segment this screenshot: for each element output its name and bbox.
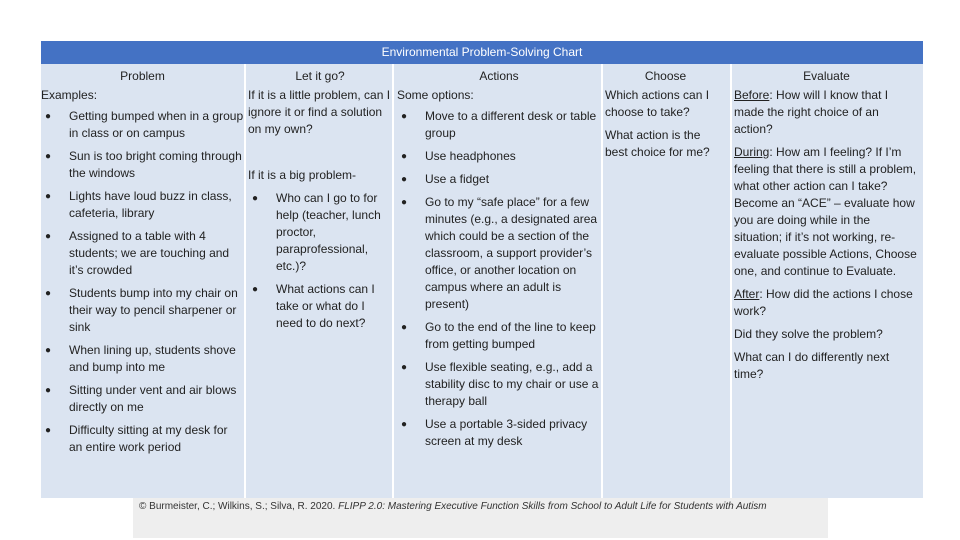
bullet-icon: ●	[45, 231, 52, 242]
actions-header: Actions	[479, 69, 519, 83]
little-problem-text: If it is a little problem, can I ignore it or find a solution on my own?	[248, 88, 391, 136]
bullet-icon: ●	[401, 111, 408, 122]
list-item: ● Sitting under vent and air blows directly on me	[45, 383, 237, 414]
list-item: ● Who can I go to for help (teacher, lunch proctor, paraprofessional, etc.)?	[252, 191, 381, 273]
list-item: ● Use flexible seating, e.g., add a stability disc to my chair or use a therapy ball	[401, 360, 599, 408]
bullet-icon: ●	[45, 345, 52, 356]
evaluate-before: Before: How will I know that I made the right choice of an action?	[734, 88, 889, 136]
bullet-icon: ●	[252, 193, 259, 204]
list-item: ● Go to the end of the line to keep from getting bumped	[401, 320, 596, 351]
evaluate-column	[732, 68, 923, 498]
let-it-go-column	[246, 68, 392, 498]
list-item: ● Use a portable 3-sided privacy screen at my desk	[401, 417, 588, 448]
list-item: ● Assigned to a table with 4 students; we are touching and it’s crowded	[45, 229, 230, 277]
big-problem-text: If it is a big problem-	[248, 168, 357, 182]
bullet-icon: ●	[401, 419, 408, 430]
citation-text: © Burmeister, C.; Wilkins, S.; Silva, R. 2020.	[139, 501, 336, 512]
choose-question-1: Which actions can I choose to take?	[605, 88, 710, 119]
evaluate-after: After: How did the actions I chose work?	[734, 287, 913, 318]
actions-intro: Some options:	[397, 88, 474, 102]
list-item: ● Lights have loud buzz in class, cafeteria, library	[45, 189, 232, 220]
choose-question-2: What action is the best choice for me?	[605, 128, 710, 159]
choose-header: Choose	[644, 69, 687, 83]
bullet-icon: ●	[401, 197, 408, 208]
bullet-icon: ●	[45, 385, 52, 396]
list-item: ● Difficulty sitting at my desk for an entire work period	[45, 423, 228, 454]
list-item: ● Use a fidget	[401, 172, 490, 186]
list-item: ● Go to my “safe place” for a few minutes (e.g., a designated area which could be a section of the classroom, a support provider’s office, or another location on campus where an adult is present)	[401, 195, 598, 311]
bullet-icon: ●	[45, 151, 52, 162]
list-item: ● Getting bumped when in a group in class or on campus	[45, 109, 244, 140]
bullet-icon: ●	[45, 288, 52, 299]
choose-column	[603, 68, 730, 498]
bullet-icon: ●	[401, 174, 408, 185]
list-item: ● Students bump into my chair on their way to pencil sharpener or sink	[45, 286, 238, 334]
actions-column	[394, 68, 601, 498]
problem-column	[41, 68, 244, 498]
list-item: ● When lining up, students shove and bump into me	[45, 343, 236, 374]
book-title: FLIPP 2.0: Mastering Executive Function Skills from School to Adult Life for Students with Autism	[338, 501, 767, 512]
chart-title: Environmental Problem-Solving Chart	[41, 41, 923, 64]
problem-header: Problem	[120, 69, 165, 83]
let-it-go-list	[248, 190, 392, 332]
list-item: ● Sun is too bright coming through the windows	[45, 149, 242, 180]
evaluate-header: Evaluate	[803, 69, 850, 83]
bullet-icon: ●	[45, 425, 52, 436]
bullet-icon: ●	[45, 111, 52, 122]
bullet-icon: ●	[45, 191, 52, 202]
bullet-icon: ●	[252, 284, 259, 295]
list-item: ● Move to a different desk or table group	[401, 109, 597, 140]
actions-list	[397, 108, 601, 450]
examples-label: Examples:	[41, 88, 98, 102]
problem-list	[41, 108, 244, 456]
evaluate-during: During: How am I feeling? If I’m feeling that there is still a problem, what other action can I take? Become an “ACE” – evaluate how you are doing while in the situation; if it’s not working, re-evaluate possible Actions, Choose one, and continue to Evaluate.	[734, 145, 917, 278]
list-item: ● Use headphones	[401, 149, 516, 163]
let-it-go-header: Let it go?	[295, 69, 345, 83]
bullet-icon: ●	[401, 151, 408, 162]
list-item: ● What actions can I take or what do I need to do next?	[252, 282, 375, 330]
bullet-icon: ●	[401, 362, 408, 373]
bullet-icon: ●	[401, 322, 408, 333]
citation-footer	[133, 498, 828, 538]
evaluate-question-2: What can I do differently next time?	[734, 350, 890, 381]
evaluate-question-1: Did they solve the problem?	[734, 327, 883, 341]
